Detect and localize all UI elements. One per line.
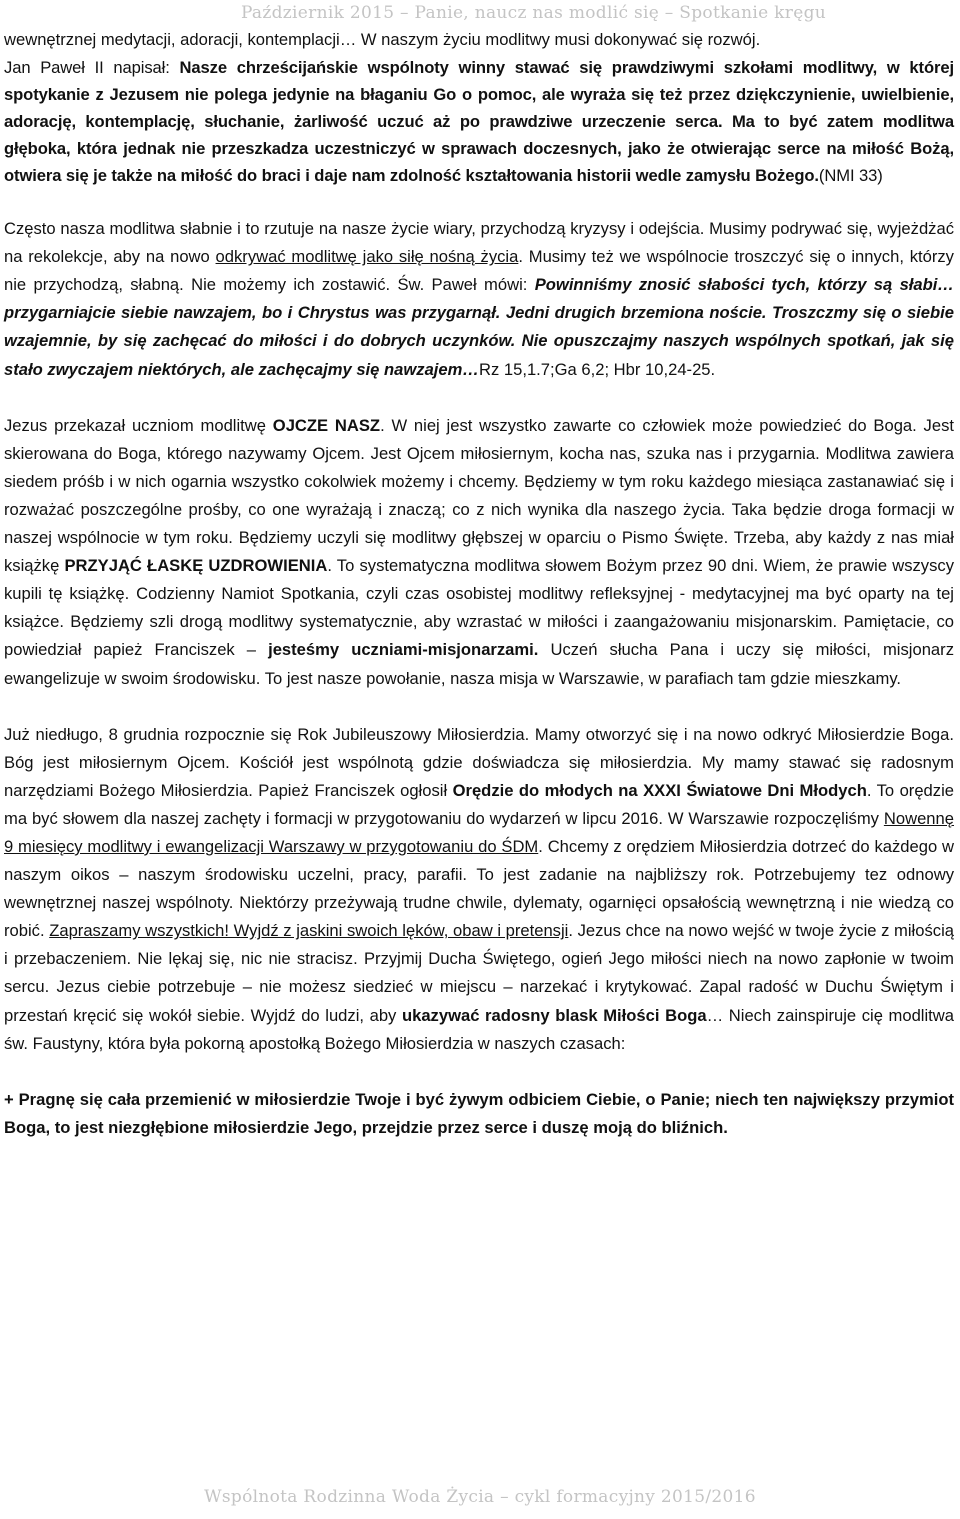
p3-underlined: odkrywać modlitwę jako siłę nośną życia xyxy=(215,247,519,267)
spacer xyxy=(4,384,954,412)
p3-text-b: . Musimy też we wspólnocie troszczyć się o innych, którzy nie przychodzą, słabną. Nie możemy ich zostawić. Św. Paweł mówi: xyxy=(4,247,954,295)
p4-prayer-title: OJCZE NASZ xyxy=(272,415,381,435)
p1-text: wewnętrznej medytacji, adoracji, kontemplacji… W naszym życiu modlitwy musi dokonywać się rozwój. xyxy=(4,30,761,49)
p2-intro: Jan Paweł II napisał: xyxy=(4,58,180,78)
header-text: Październik 2015 – Panie, naucz nas modlić się – Spotkanie kręgu xyxy=(240,3,826,23)
footer-text: Wspólnota Rodzinna Woda Życia – cykl formacyjny 2015/2016 xyxy=(204,1487,756,1507)
p4-text-c: . To systematyczna modlitwa słowem Bożym przez 90 dni. Wiem, że prawie wszyscy kupili tę książkę. Codzienny Namiot Spotkania, czyli czas osobistej modlitwy refleksyjnej - medytacyjnej ma być oparty na tej książce. Będziemy szli drogą modlitwy systematycznie, aby wzrastać w miłości i zaangażowaniu misjonarskim. Pamiętacie, co powiedział papież Franciszek – xyxy=(4,556,954,660)
p5-message-title: Orędzie do młodych na XXXI Światowe Dni Młodych xyxy=(452,780,867,800)
p5-text-d: . Jezus chce na nowo wejść w twoje życie z miłością i przebaczeniem. Nie lękaj się, nic nie stracisz. Przyjmij Ducha Świętego, ogień Jego miłości niech na nowo zapłonie w twoim sercu. Jezus ciebie potrzebuje – nie możesz siedzieć w miejscu – narzekać i krytykować. Zapal radość w Duchu Świętym i przestań kręcić się wokół siebie. Wyjdź do ludzi, aby xyxy=(4,921,954,1025)
p2-quote: Nasze chrześcijańskie wspólnoty winny stawać się prawdziwymi szkołami modlitwy, w której spotykanie z Jezusem nie polega jedynie na błaganiu Go o pomoc, ale wyraża się też przez dziękczynienie, uwielbienie, adorację, kontemplację, słuchanie, żarliwość uczuć aż po prawdziwe urzeczenie serca. Ma to być zatem modlitwa głęboka, która jednak nie przeszkadza uczestniczyć w sprawach doczesnych, jako że otwierając serce na miłość Bożą, otwiera się je także na miłość do braci i daje nam zdolność kształtowania historii wedle zamysłu Bożego. xyxy=(4,58,955,186)
p3-scripture-quote: Powinniśmy znosić słabości tych, którzy są słabi… przygarniajcie siebie nawzajem, bo i Chrystus was przygarnął. Jedni drugich brzemiona noście. Troszczmy się o siebie wzajemnie, by się zachęcać do miłości i do dobrych uczynków. Nie opuszczajmy naszych wspólnych spotkań, jak się stało zwyczajem niektórych, ale zachęcajmy się nawzajem… xyxy=(4,275,954,379)
p2-citation: (NMI 33) xyxy=(818,166,883,186)
p4-text-d: Uczeń słucha Pana i uczy się miłości, misjonarz ewangelizuje w swoim środowisku. To jest nasze powołanie, nasza misja w Warszawie, w parafiach tam gdzie mieszkamy. xyxy=(4,640,954,688)
paragraph-6-prayer xyxy=(4,1086,954,1142)
p5-text-e: … Niech zainspiruje cię modlitwa św. Faustyny, która była pokorną apostołką Bożego Miłosierdzia w naszych czasach: xyxy=(4,1005,955,1053)
p4-book-title: PRZYJĄĆ ŁASKĘ UZDROWIENIA xyxy=(64,556,328,576)
document-body xyxy=(4,26,954,1142)
spacer xyxy=(4,189,954,215)
p4-text-b: . W niej jest wszystko zawarte co człowiek może powiedzieć do Boga. Jest skierowana do Boga, którego nazywamy Ojcem. Jest Ojcem miłosiernym, kocha nas, szuka nas i przygarnia. Modlitwa zawiera siedem próśb i w nich ogarnia wszystko cokolwiek możemy i chcemy. Będziemy w tym roku każdego miesiąca zastanawiać się i rozważać poszczególne prośby, co one wyrażają i znaczą; co z nich wynika dla naszego życia. Taka będzie droga formacji w naszej wspólnocie w tym roku. Będziemy uczyli się modlitwy głębszej w oparciu o Pismo Święte. Trzeba, aby każdy z nas miał książkę xyxy=(4,415,954,576)
p3-citation: Rz 15,1.7;Ga 6,2; Hbr 10,24-25. xyxy=(479,359,716,379)
p3-text-a: Często nasza modlitwa słabnie i to rzutuje na nasze życie wiary, przychodzą kryzysy i odejścia. Musimy podrywać się, wyjeżdżać na rekolekcje, aby na nowo xyxy=(4,219,954,267)
p5-novena-link: Nowennę 9 miesięcy modlitwy i ewangelizacji Warszawy w przygotowaniu do ŚDM xyxy=(4,808,954,856)
p5-bold-phrase: ukazywać radosny blask Miłości Boga xyxy=(401,1005,707,1025)
p4-bold-quote: jesteśmy uczniami-misjonarzami. xyxy=(268,640,539,660)
p5-text-b: . To orędzie ma być słowem dla naszej zachęty i formacji w przygotowaniu do wydarzeń w lipcu 2016. W Warszawie rozpoczęliśmy xyxy=(4,780,954,828)
p6-prayer-text: + Pragnę się cała przemienić w miłosierdzie Twoje i być żywym odbiciem Ciebie, o Panie; niech ten największy przymiot Boga, to jest niezgłębione miłosierdzie Jego, przejdzie przez serce i duszę moją do bliźnich. xyxy=(4,1089,954,1137)
p4-text-a: Jezus przekazał uczniom modlitwę xyxy=(4,415,273,435)
p5-invitation: Zapraszamy wszystkich! Wyjdź z jaskini swoich lęków, obaw i pretensji xyxy=(49,921,569,941)
spacer xyxy=(4,693,954,721)
p5-text-a: Już niedługo, 8 grudnia rozpocznie się Rok Jubileuszowy Miłosierdzia. Mamy otworzyć się i na nowo odkryć Miłosierdzie Boga. Bóg jest miłosiernym Ojcem. Kościół jest wspólnotą gdzie doświadcza się miłosierdzia. My mamy stawać się radosnym narzędziami Bożego Miłosierdzia. Papież Franciszek ogłosił xyxy=(4,724,954,800)
paragraph-3 xyxy=(4,215,954,384)
page-header xyxy=(0,0,960,26)
spacer xyxy=(4,1058,954,1086)
paragraph-4 xyxy=(4,412,954,693)
p5-text-c: . Chcemy z orędziem Miłosierdzia dotrzeć do każdego w naszym oikos – naszym środowisku uczelni, pracy, parafii. To jest zadanie na najbliższy rok. Potrzebujemy tez odnowy wewnętrznej naszej wspólnoty. Niektórzy przeżywają trudne chwile, dylematy, ogarnięci opsałością wewnętrzną i nie wiedzą co robić. xyxy=(4,836,954,941)
paragraph-5 xyxy=(4,721,954,1058)
page-footer xyxy=(0,1487,960,1517)
paragraph-1 xyxy=(4,26,954,54)
paragraph-2 xyxy=(4,54,954,189)
